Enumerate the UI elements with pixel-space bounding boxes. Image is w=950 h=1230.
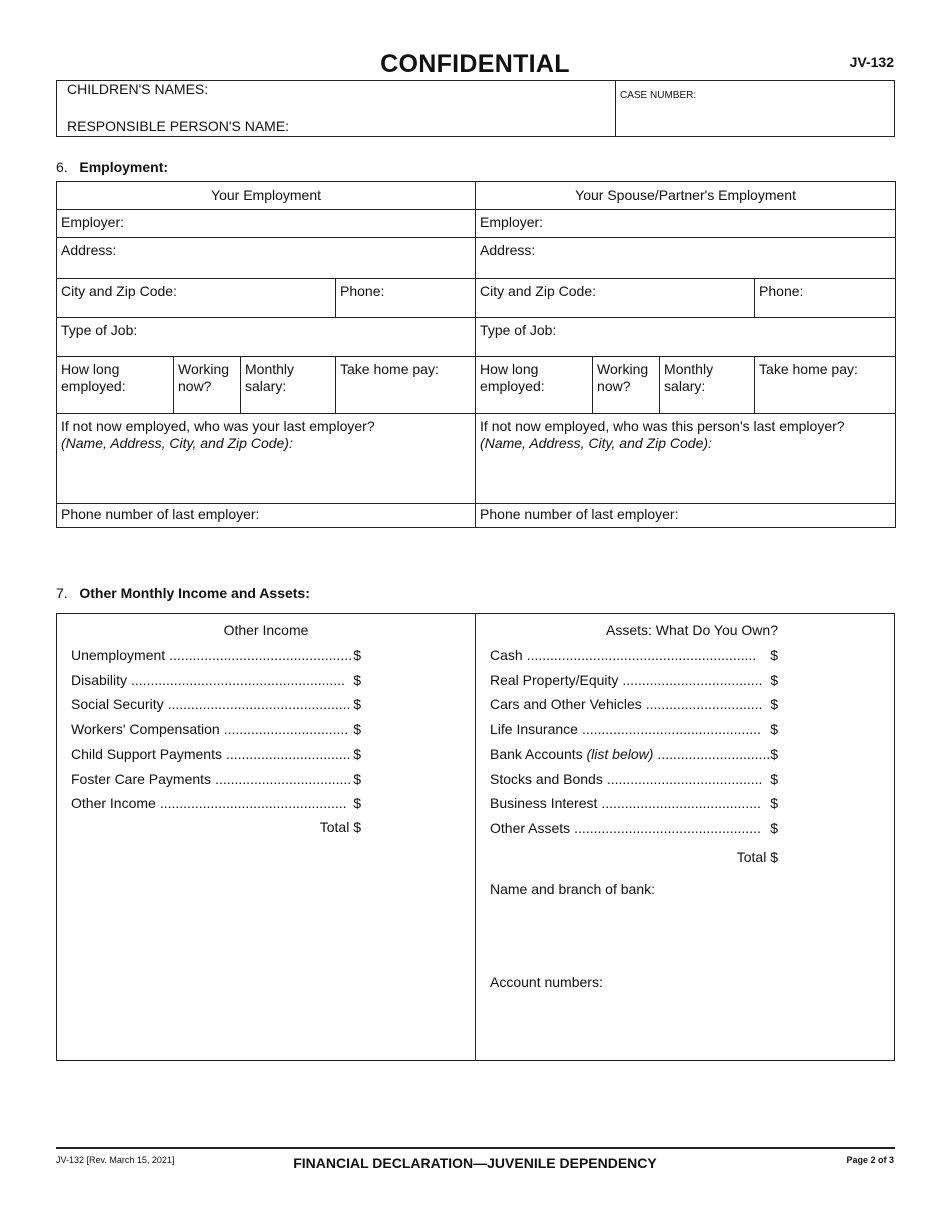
spouse-take-home-field[interactable]: Take home pay: — [755, 357, 896, 414]
line-item[interactable] — [71, 647, 361, 663]
your-how-long-field[interactable]: How long employed: — [57, 357, 174, 414]
currency-symbol: $ — [770, 647, 778, 663]
account-numbers-field[interactable]: Account numbers: — [490, 974, 603, 990]
spouse-last-employer-phone-field[interactable]: Phone number of last employer: — [476, 504, 896, 528]
dot-leader: ....................................................... — [131, 671, 345, 688]
line-item[interactable] — [490, 746, 778, 762]
line-item-label: Social Security — [71, 696, 164, 713]
dot-leader: ........................................................... — [526, 647, 757, 663]
dot-leader: ............................................... — [169, 647, 352, 663]
dot-leader: ................................ — [223, 721, 349, 738]
dot-leader: ................................ — [225, 745, 351, 762]
line-item-label: Stocks and Bonds — [490, 770, 603, 787]
form-revision: JV-132 [Rev. March 15, 2021] — [56, 1155, 175, 1165]
responsible-person-field[interactable]: RESPONSIBLE PERSON'S NAME: — [67, 118, 290, 134]
line-item-label: Unemployment — [71, 647, 166, 663]
currency-symbol: $ — [353, 671, 361, 688]
line-item[interactable] — [490, 721, 778, 737]
page-title: CONFIDENTIAL — [380, 50, 570, 78]
currency-symbol: $ — [770, 745, 778, 762]
currency-symbol: $ — [353, 647, 361, 663]
line-item-label: Bank Accounts — [490, 745, 583, 762]
line-item[interactable] — [71, 721, 361, 737]
your-type-of-job-field[interactable]: Type of Job: — [57, 318, 476, 357]
your-address-field[interactable]: Address: — [57, 238, 476, 279]
currency-symbol: $ — [770, 770, 778, 787]
employment-section-heading — [56, 159, 168, 175]
currency-symbol: $ — [353, 770, 361, 787]
currency-symbol: $ — [770, 671, 778, 688]
dot-leader: ........................................ — [606, 770, 763, 787]
section-number: 6. — [56, 159, 68, 175]
currency-symbol: $ — [353, 721, 361, 738]
dot-leader: .................................... — [622, 671, 763, 688]
line-item-label: Other Income — [71, 795, 156, 812]
line-item-label: Business Interest — [490, 795, 598, 812]
form-title: FINANCIAL DECLARATION—JUVENILE DEPENDENCY — [293, 1155, 657, 1171]
line-item-label: Disability — [71, 671, 128, 688]
your-phone-field[interactable]: Phone: — [336, 279, 476, 318]
line-item-label: Real Property/Equity — [490, 671, 619, 688]
line-item[interactable] — [490, 771, 778, 787]
line-item[interactable] — [490, 696, 778, 712]
currency-symbol: $ — [353, 696, 361, 713]
line-item-note: (list below) — [586, 745, 654, 762]
your-employer-field[interactable]: Employer: — [57, 210, 476, 238]
currency-symbol: $ — [353, 745, 361, 762]
dot-leader: .............................................. — [581, 721, 761, 738]
other-income-heading: Other Income — [223, 622, 309, 638]
line-item[interactable] — [71, 746, 361, 762]
line-item[interactable] — [490, 647, 778, 663]
currency-symbol: $ — [770, 721, 778, 738]
line-item-label: Other Assets — [490, 819, 571, 836]
line-item-label: Cash — [490, 647, 523, 663]
spouse-how-long-field[interactable]: How long employed: — [476, 357, 593, 414]
dot-leader: ............................. — [657, 745, 771, 762]
employment-table — [56, 181, 896, 528]
assets-total[interactable]: Total $ — [736, 849, 778, 865]
section-number: 7. — [56, 585, 68, 601]
line-item[interactable] — [490, 672, 778, 688]
spouse-employer-field[interactable]: Employer: — [476, 210, 896, 238]
currency-symbol: $ — [353, 795, 361, 812]
dot-leader: ......................................... — [601, 795, 761, 812]
bank-name-field[interactable]: Name and branch of bank: — [490, 881, 655, 897]
case-number-box[interactable] — [615, 80, 895, 137]
footer-divider — [56, 1147, 895, 1149]
dot-leader: ................................... — [215, 770, 352, 787]
section-title: Other Monthly Income and Assets: — [79, 585, 310, 601]
your-employment-heading: Your Employment — [57, 182, 476, 210]
currency-symbol: $ — [770, 795, 778, 812]
currency-symbol: $ — [770, 696, 778, 713]
other-income-total[interactable]: Total $ — [319, 819, 361, 835]
income-section-heading — [56, 585, 310, 601]
children-names-field[interactable]: CHILDREN'S NAMES: — [67, 81, 209, 97]
spouse-employment-heading: Your Spouse/Partner's Employment — [476, 182, 896, 210]
line-item-label: Cars and Other Vehicles — [490, 696, 642, 713]
dot-leader: ................................................ — [159, 795, 347, 812]
spouse-working-now-field[interactable]: Working now? — [593, 357, 660, 414]
line-item-label: Life Insurance — [490, 721, 578, 738]
currency-symbol: $ — [770, 819, 778, 836]
line-item[interactable] — [71, 672, 361, 688]
line-item-label: Child Support Payments — [71, 745, 222, 762]
your-city-zip-field[interactable]: City and Zip Code: — [57, 279, 336, 318]
line-item[interactable] — [71, 696, 361, 712]
line-item[interactable] — [490, 820, 778, 836]
spouse-type-of-job-field[interactable]: Type of Job: — [476, 318, 896, 357]
your-working-now-field[interactable]: Working now? — [174, 357, 241, 414]
spouse-address-field[interactable]: Address: — [476, 238, 896, 279]
your-take-home-field[interactable]: Take home pay: — [336, 357, 476, 414]
line-item[interactable] — [71, 771, 361, 787]
dot-leader: ................................................ — [574, 819, 761, 836]
spouse-city-zip-field[interactable]: City and Zip Code: — [476, 279, 755, 318]
spouse-monthly-salary-field[interactable]: Monthly salary: — [660, 357, 755, 414]
line-item-label: Foster Care Payments — [71, 770, 212, 787]
dot-leader: .............................. — [645, 696, 763, 713]
section-title: Employment: — [79, 159, 169, 175]
form-code: JV-132 — [849, 54, 894, 70]
page-number: Page 2 of 3 — [846, 1155, 894, 1165]
your-monthly-salary-field[interactable]: Monthly salary: — [241, 357, 336, 414]
dot-leader: ............................................... — [167, 696, 351, 713]
line-item-label: Workers' Compensation — [71, 721, 220, 738]
assets-heading: Assets: What Do You Own? — [606, 622, 778, 638]
your-last-employer-field[interactable]: If not now employed, who was your last employer? (Name, Address, City, and Zip Code): — [57, 414, 476, 504]
spouse-last-employer-field[interactable]: If not now employed, who was this person's last employer? (Name, Address, City, and Zip Code): — [476, 414, 896, 504]
spouse-phone-field[interactable]: Phone: — [755, 279, 896, 318]
line-item[interactable] — [71, 795, 361, 811]
case-number-label: CASE NUMBER: — [620, 90, 697, 101]
line-item[interactable] — [490, 795, 778, 811]
your-last-employer-phone-field[interactable]: Phone number of last employer: — [57, 504, 476, 528]
